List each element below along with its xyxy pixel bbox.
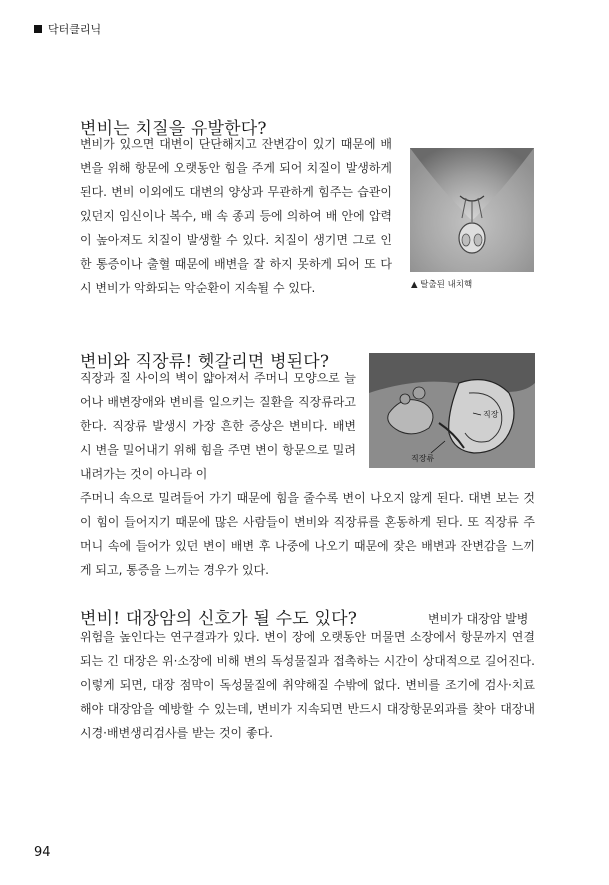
page-number: 94 bbox=[34, 845, 51, 860]
paragraph-colon-cancer: 위험을 높인다는 연구결과가 있다. 변이 장에 오랫동안 머물면 소장에서 항문까지 연결되는 긴 대장은 위·소장에 비해 변의 독성물질과 접촉하는 시간이 상대적으로 길어진다. 이렇게 되면, 대장 점막이 독성물질에 취약해질 수밖에 없다. 변비를 조기에 검사·치료해야 대장암을 예방할 수 있는데, 변비가 지속되면 반드시 대장항문외과를 찾아 대장내시경·배변생리검사를 받는 것이 좋다. bbox=[80, 630, 535, 740]
paragraph-rectocele-full: 주머니 속으로 밀려들어 가기 때문에 힘을 줄수록 변이 나오지 않게 된다. 대변 보는 것이 힘이 들어지기 때문에 많은 사람들이 변비와 직장류를 혼동하게 된다. 또 직장류 주머니 속에 들어가 있던 변이 배변 후 나중에 나오기 때문에 잦은 배변과 잔변감을 느끼게 되고, 통증을 느끼는 경우가 있다. bbox=[80, 491, 535, 577]
figure-caption-hemorrhoid: ▲ 탈출된 내치핵 bbox=[411, 280, 473, 290]
heading-colon-cancer: 변비! 대장암의 신호가 될 수도 있다? bbox=[80, 609, 358, 629]
square-bullet-icon bbox=[34, 25, 42, 33]
rectocele-illustration-svg bbox=[369, 353, 535, 468]
inline-text-colon-cancer: 변비가 대장암 발병 bbox=[428, 612, 529, 626]
paragraph-rectocele-side: 직장과 질 사이의 벽이 얇아져서 주머니 모양으로 늘어나 배변장애와 변비를 일으키는 질환을 직장류라고 한다. 직장류 발생시 가장 흔한 증상은 변비다. 배변 시 변을 밀어내기 위해 힘을 주면 변이 항문으로 밀려내려가는 것이 아니라 이 bbox=[80, 371, 356, 481]
label-rectocele: 직장류 bbox=[411, 454, 435, 463]
section-header bbox=[34, 22, 101, 36]
hemorrhoid-illustration bbox=[410, 148, 534, 272]
paragraph-hemorrhoid: 변비가 있으면 대변이 단단해지고 잔변감이 있기 때문에 배변을 위해 항문에 오랫동안 힘을 주게 되어 치질이 발생하게 된다. 변비 이외에도 대변의 양상과 무관하게 힘주는 습관이 있던지 임신이나 복수, 배 속 종괴 등에 의하여 배 안에 압력이 높아져도 치질이 발생할 수 있다. 치질이 생기면 그로 인한 통증이나 출혈 때문에 배변을 잘 하지 못하게 되어 또 다시 변비가 악화되는 악순환이 지속될 수 있다. bbox=[80, 137, 392, 295]
rectocele-illustration bbox=[369, 353, 535, 468]
hemorrhoid-illustration-svg bbox=[410, 148, 534, 272]
section-title: 닥터클리닉 bbox=[48, 23, 102, 36]
label-rectum: 직장 bbox=[483, 410, 499, 419]
heading-rectocele: 변비와 직장류! 헷갈리면 병된다? bbox=[80, 352, 330, 372]
heading-hemorrhoid: 변비는 치질을 유발한다? bbox=[80, 119, 267, 139]
